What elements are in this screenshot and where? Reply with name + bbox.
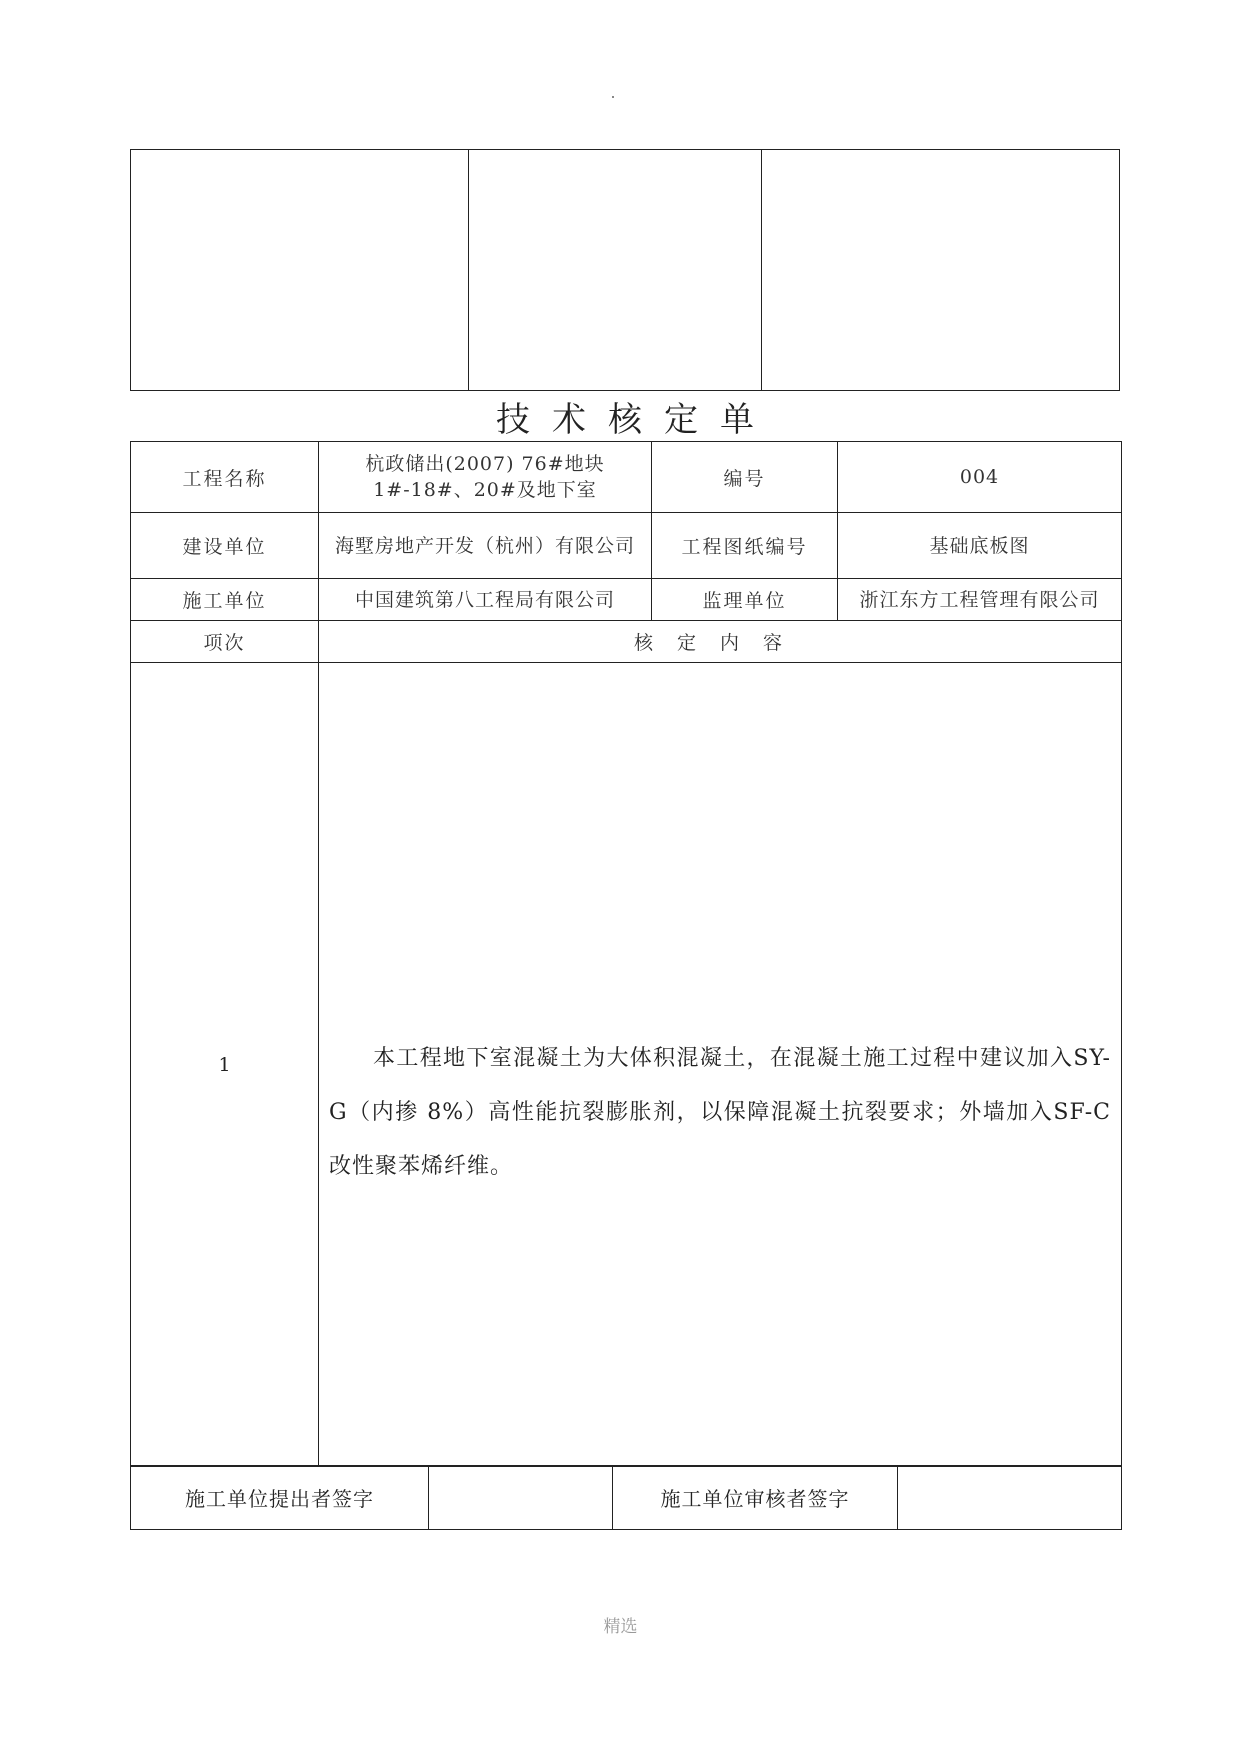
content-cell [319,663,1122,1467]
item-label: 项次 [131,621,319,663]
supervisor-value: 浙江东方工程管理有限公司 [838,579,1122,621]
table-row [131,621,1122,663]
top-blank-cell-3 [762,150,1119,390]
drawing-no-value: 基础底板图 [838,513,1122,579]
header-dot [612,96,614,98]
table-row [131,1466,1122,1530]
contractor-label: 施工单位 [131,579,319,621]
drawing-no-label: 工程图纸编号 [652,513,838,579]
reviewer-signature-label: 施工单位审核者签字 [613,1466,898,1530]
signature-table [130,1465,1122,1530]
table-row [131,442,1122,513]
reviewer-signature-field[interactable] [898,1466,1122,1530]
project-name-value: 杭政储出(2007) 76#地块 1#-18#、20#及地下室 [319,442,652,513]
top-blank-cell-1 [131,150,469,390]
form-title: 技术核定单 [496,400,776,440]
proposer-signature-field[interactable] [429,1466,613,1530]
table-row [131,663,1122,1467]
top-blank-table [130,149,1120,391]
item-number: 1 [131,663,319,1467]
contractor-value: 中国建筑第八工程局有限公司 [319,579,652,621]
footer-label: 精选 [603,1617,638,1637]
top-blank-cell-2 [469,150,762,390]
technical-verification-table [130,441,1122,1467]
supervisor-label: 监理单位 [652,579,838,621]
content-label: 核定内容 [319,621,1122,663]
client-value: 海墅房地产开发（杭州）有限公司 [319,513,652,579]
number-value: 004 [838,442,1122,513]
project-name-label: 工程名称 [131,442,319,513]
content-text: 本工程地下室混凝土为大体积混凝土，在混凝土施工过程中建议加入SY-G（内掺 8%）高性能抗裂膨胀剂，以保障混凝土抗裂要求；外墙加入SF-C 改性聚苯烯纤维。 [329,1045,1111,1179]
proposer-signature-label: 施工单位提出者签字 [131,1466,429,1530]
number-label: 编号 [652,442,838,513]
table-row [131,513,1122,579]
client-label: 建设单位 [131,513,319,579]
table-row [131,579,1122,621]
